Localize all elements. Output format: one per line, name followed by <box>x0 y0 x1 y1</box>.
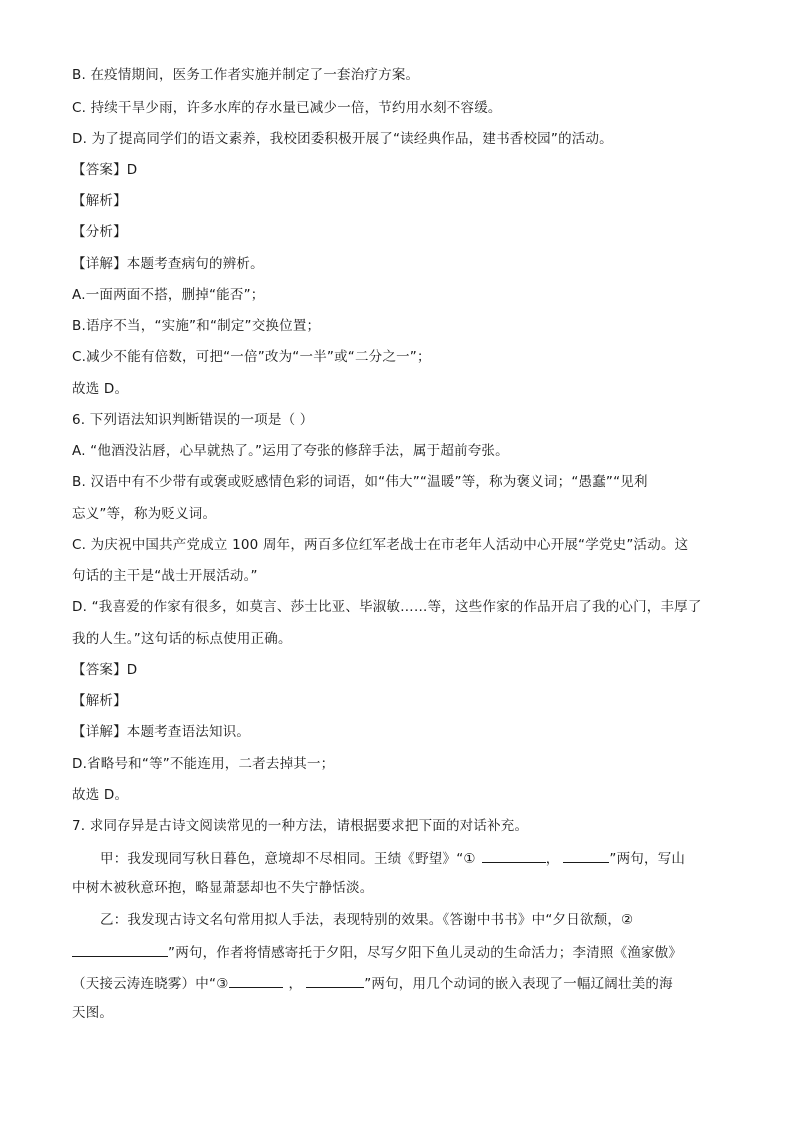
q6-option-c-line1: C. 为庆祝中国共产党成立 100 周年，两百多位红军老战士在市老年人活动中心开展“学党史”活动。这 <box>72 537 689 553</box>
q7-yi-text-3c: ”两句，用几个动词的嵌入表现了一幅辽阔壮美的海 <box>364 976 673 992</box>
q7-yi-text-2: ”两句，作者将情感寄托于夕阳，尽写夕阳下鱼儿灵动的生命活力；李清照《渔家傲》 <box>168 945 683 961</box>
q6-option-c-line2: 句话的主干是“战士开展活动。” <box>72 568 258 584</box>
answer-blank-1a[interactable] <box>482 848 546 863</box>
q5-conclusion: 故选 D。 <box>72 381 129 397</box>
q7-jia-text-c: ”两句，写山 <box>609 851 686 867</box>
q7-yi-line3 <box>72 973 673 993</box>
q6-option-d-line1: D. “我喜爱的作家有很多，如莫言、莎士比亚、毕淑敏……等，这些作家的作品开启了我的心门，丰厚了 <box>72 599 702 615</box>
q7-stem: 7. 求同存异是古诗文阅读常见的一种方法，请根据要求把下面的对话补充。 <box>72 818 529 834</box>
q5-point-a: A.一面两面不搭，删掉“能否”； <box>72 287 265 303</box>
q6-option-b-line2: 忘义”等，称为贬义词。 <box>72 506 217 522</box>
q6-option-b-line1: B. 汉语中有不少带有或褒或贬感情色彩的词语，如“伟大”“温暖”等，称为褒义词；“愚蠢”“见利 <box>72 474 648 490</box>
q6-stem: 6. 下列语法知识判断错误的一项是（ ） <box>72 412 314 428</box>
q7-yi-line4: 天图。 <box>72 1005 114 1021</box>
q5-point-b: B.语序不当，“实施”和“制定”交换位置； <box>72 318 321 334</box>
q5-fenxi-heading: 【分析】 <box>72 224 127 240</box>
q5-option-d: D. 为了提高同学们的语文素养，我校团委积极开展了“读经典作品，建书香校园”的活动。 <box>72 131 613 147</box>
q7-jia-line1 <box>100 848 685 868</box>
q6-analysis-heading: 【解析】 <box>72 693 127 709</box>
q6-option-a: A. “他酒没沾唇，心早就热了。”运用了夸张的修辞手法，属于超前夸张。 <box>72 443 509 459</box>
q6-conclusion: 故选 D。 <box>72 787 129 803</box>
q6-answer: 【答案】D <box>72 662 138 678</box>
q7-yi-text-3a: （天接云涛连晓雾）中“③ <box>72 976 229 992</box>
answer-blank-3a[interactable] <box>229 973 283 988</box>
q6-point-d: D.省略号和“等”不能连用，二者去掉其一； <box>72 756 335 772</box>
q7-yi-line2 <box>72 942 682 962</box>
q6-detail: 【详解】本题考查语法知识。 <box>72 724 251 740</box>
answer-blank-1b[interactable] <box>563 848 609 863</box>
answer-blank-2[interactable] <box>72 942 168 957</box>
q7-jia-text-a: 甲：我发现同写秋日暮色，意境却不尽相同。王绩《野望》“① <box>100 851 476 867</box>
q5-option-b: B. 在疫情期间，医务工作者实施并制定了一套治疗方案。 <box>72 67 420 83</box>
q5-analysis-heading: 【解析】 <box>72 193 127 209</box>
q7-yi-line1: 乙：我发现古诗文名句常用拟人手法，表现特别的效果。《答谢中书书》中“夕日欲颓，② <box>100 912 634 928</box>
q5-option-c: C. 持续干旱少雨，许多水库的存水量已减少一倍，节约用水刻不容缓。 <box>72 100 502 116</box>
q7-jia-line2: 中树木被秋意环抱，略显萧瑟却也不失宁静恬淡。 <box>72 880 374 896</box>
q5-answer: 【答案】D <box>72 162 138 178</box>
q5-detail: 【详解】本题考查病句的辨析。 <box>72 256 264 272</box>
q7-yi-text-3b: ， <box>288 976 303 992</box>
q7-jia-text-b: ， <box>545 851 560 867</box>
answer-blank-3b[interactable] <box>306 973 364 988</box>
q5-point-c: C.减少不能有倍数，可把“一倍”改为“一半”或“二分之一”； <box>72 349 431 365</box>
q6-option-d-line2: 我的人生。”这句话的标点使用正确。 <box>72 631 292 647</box>
